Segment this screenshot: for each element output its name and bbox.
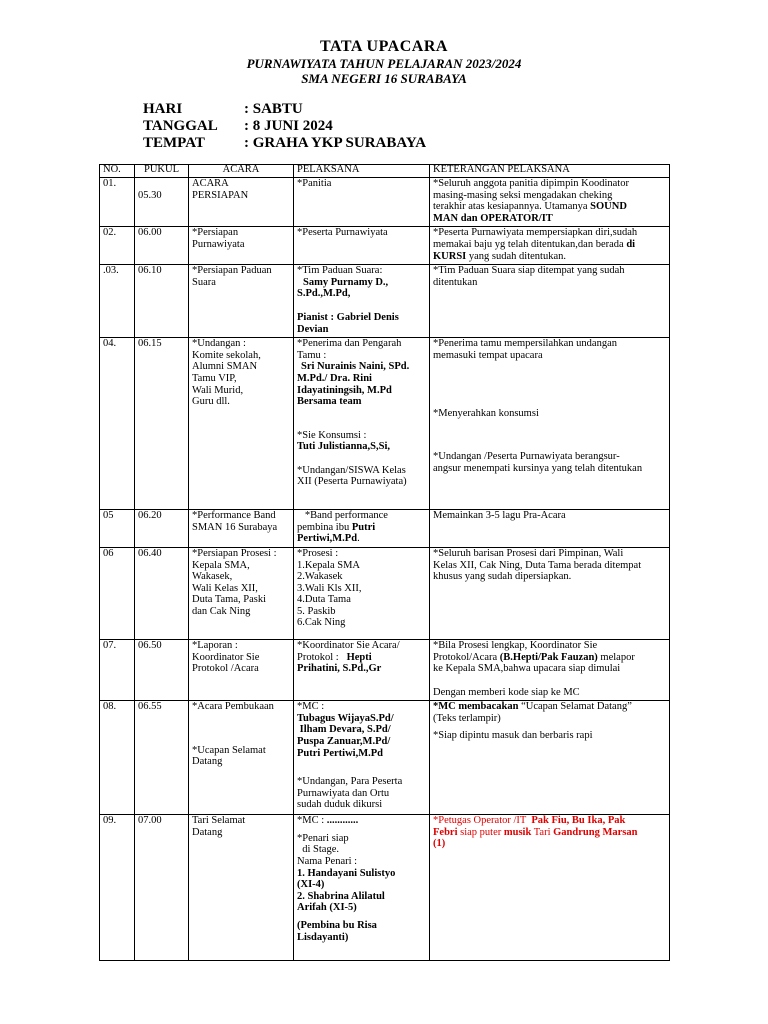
ket-line: *Bila Prosesi lengkap, Koordinator Sie	[433, 639, 598, 651]
pelaksana-line: sudah duduk dikursi	[297, 799, 383, 811]
cell-pelaksana	[294, 338, 430, 510]
header-pukul: PUKUL	[135, 165, 189, 178]
ket-line: (Teks terlampir)	[433, 712, 501, 724]
pelaksana-name: Sri Nurainis Naini, SPd.	[301, 361, 410, 373]
document-subtitle-event: PURNAWIYATA TAHUN PELAJARAN 2023/2024	[246, 56, 522, 71]
ket-line	[433, 251, 666, 263]
info-tempat-value: : GRAHA YKP SURABAYA	[244, 135, 427, 151]
cell-keterangan: Memainkan 3-5 lagu Pra-Acara	[430, 510, 670, 548]
acara-line: Purnawiyata	[192, 238, 245, 250]
pelaksana-line: Nama Penari :	[297, 856, 358, 868]
pelaksana-line: *Tim Paduan Suara:	[297, 265, 383, 277]
info-tanggal-value: : 8 JUNI 2024	[244, 118, 333, 134]
ket-line: ke Kepala SMA,bahwa upacara siap dimulai	[433, 663, 621, 675]
info-tempat	[143, 135, 426, 152]
info-hari-value: : SABTU	[244, 101, 303, 117]
cell-no: .03.	[100, 265, 135, 338]
acara-line: Protokol /Acara	[192, 663, 259, 675]
ket-bold: Febri	[433, 826, 458, 838]
info-tanggal	[143, 118, 333, 135]
pelaksana-name: Tuti Julistianna,S,Si,	[297, 441, 390, 453]
ket-text: Tari	[531, 826, 554, 838]
table-row	[100, 510, 670, 548]
pelaksana-name: Pertiwi,M.Pd	[297, 533, 358, 545]
ket-line: angsur menempati kursinya yang telah ditentukan	[433, 462, 643, 474]
acara-line: Wakasek,	[192, 571, 233, 583]
cell-acara	[189, 227, 294, 265]
pelaksana-line: di Stage.	[297, 844, 339, 856]
mc-name: Tubagus WijayaS.Pd/	[297, 712, 394, 724]
acara-line: *Persiapan	[192, 227, 239, 239]
header-keterangan: KETERANGAN PELAKSANA	[430, 165, 670, 178]
ket-line: Kelas XII, Cak Ning, Duta Tama berada ditempat	[433, 559, 642, 571]
pelaksana-line: Purnawiyata dan Ortu	[297, 787, 390, 799]
cell-acara	[189, 510, 294, 548]
table-row	[100, 338, 670, 510]
acara-line: *Performance Band	[192, 510, 276, 522]
info-hari-label: HARI	[143, 101, 183, 117]
acara-line: Koordinator Sie	[192, 651, 260, 663]
cell-no: 02.	[100, 227, 135, 265]
cell-pelaksana	[294, 265, 430, 338]
cell-keterangan	[430, 701, 670, 815]
cell-keterangan	[430, 815, 670, 961]
ket-bold: Gandrung Marsan	[553, 826, 638, 838]
ket-line	[433, 213, 666, 225]
acara-line: Alumni SMAN	[192, 361, 258, 373]
ket-line: khusus yang sudah dipersiapkan.	[433, 571, 572, 583]
cell-pelaksana	[294, 547, 430, 639]
acara-line: *Persiapan Prosesi :	[192, 547, 277, 559]
cell-pelaksana: *Peserta Purnawiyata	[294, 227, 430, 265]
ket-line: *Tim Paduan Suara siap ditempat yang sudah	[433, 265, 625, 277]
cell-pelaksana	[294, 639, 430, 700]
cell-pukul: 06.40	[135, 547, 189, 639]
acara-line: Guru dll.	[192, 396, 230, 408]
mc-name: Puspa Zanuar,M.Pd/	[297, 736, 391, 748]
table-row	[100, 178, 670, 227]
ket-bold: MAN dan OPERATOR/IT	[433, 212, 553, 224]
acara-line: Suara	[192, 276, 216, 288]
ket-text: melapor	[597, 651, 635, 663]
ket-line: *Undangan /Peserta Purnawiyata berangsur-	[433, 450, 620, 462]
pelaksana-line: 4.Duta Tama	[297, 594, 351, 606]
pianist-name: Pianist : Gabriel Denis	[297, 311, 399, 323]
pelaksana-line: Tamu :	[297, 349, 327, 361]
acara-line: *Acara Pembukaan	[192, 701, 274, 713]
pelaksana-line: *Penerima dan Pengarah	[297, 338, 402, 350]
ket-text: siap puter	[457, 826, 504, 838]
info-tanggal-label: TANGGAL	[143, 118, 218, 134]
acara-line: SMAN 16 Surabaya	[192, 521, 278, 533]
pelaksana-text: .	[357, 533, 360, 545]
ket-line: memasuki tempat upacara	[433, 349, 543, 361]
info-tempat-label: TEMPAT	[143, 135, 205, 151]
pelaksana-name: Hepti	[346, 651, 372, 663]
ket-bold: (B.Hepti/Pak Fauzan)	[499, 651, 598, 663]
ket-bold: KURSI	[433, 250, 467, 262]
pelaksana-line: 3.Wali Kls XII,	[297, 582, 362, 594]
cell-acara	[189, 815, 294, 961]
ket-line: masing-masing seksi mengadakan cheking	[433, 189, 613, 201]
pelaksana-name: Samy Purnamy D.,	[303, 276, 389, 288]
pelaksana-name: ............	[326, 815, 359, 827]
ket-bold: musik	[503, 826, 532, 838]
cell-pelaksana: *Panitia	[294, 178, 430, 227]
acara-line: *Laporan :	[192, 639, 238, 651]
pelaksana-line: *Undangan/SISWA Kelas	[297, 464, 406, 476]
acara-line: Tari Selamat	[192, 815, 246, 827]
cell-acara	[189, 547, 294, 639]
acara-line: Kepala SMA,	[192, 559, 250, 571]
pelaksana-line: *Koordinator Sie Acara/	[297, 639, 400, 651]
ket-line: *Peserta Purnawiyata mempersiapkan diri,sudah	[433, 227, 638, 239]
pianist-name: Devian	[297, 323, 329, 335]
pelaksana-line: XII (Peserta Purnawiyata)	[297, 476, 407, 488]
cell-pukul: 06.55	[135, 701, 189, 815]
acara-line: Tamu VIP,	[192, 372, 237, 384]
ket-text: memakai baju yg telah ditentukan,dan berada	[433, 238, 627, 250]
cell-acara	[189, 265, 294, 338]
acara-line: ACARA	[192, 178, 229, 189]
ket-line: Dengan memberi kode siap ke MC	[433, 686, 580, 698]
cell-no: 04.	[100, 338, 135, 510]
pelaksana-name: Bersama team	[297, 396, 362, 408]
table-row	[100, 227, 670, 265]
header-no: NO.	[100, 165, 135, 178]
cell-no: 06	[100, 547, 135, 639]
cell-acara	[189, 639, 294, 700]
cell-no: 07.	[100, 639, 135, 700]
pelaksana-name: Putri	[351, 521, 376, 533]
cell-keterangan	[430, 227, 670, 265]
ket-bold: (1)	[433, 838, 446, 850]
pelaksana-text: pembina ibu	[297, 521, 352, 533]
pelaksana-line: *Sie Konsumsi :	[297, 429, 367, 441]
ket-bold: SOUND	[590, 201, 627, 213]
dancer-name: 2. Shabrina Alilatul	[297, 890, 385, 902]
acara-line: Wali Murid,	[192, 384, 244, 396]
mc-name: Ilham Devara, S.Pd/	[297, 724, 391, 736]
cell-pukul	[135, 178, 189, 227]
cell-pukul: 06.20	[135, 510, 189, 548]
pelaksana-line: *Penari siap	[297, 832, 349, 844]
cell-no: 08.	[100, 701, 135, 815]
acara-line: *Persiapan Paduan	[192, 265, 272, 277]
cell-acara	[189, 338, 294, 510]
info-hari	[143, 101, 303, 118]
cell-pelaksana	[294, 815, 430, 961]
cell-no: 01.	[100, 178, 135, 227]
pembina-name: Lisdayanti)	[297, 931, 349, 943]
pelaksana-line: *MC :	[297, 701, 325, 713]
table-row	[100, 639, 670, 700]
ket-bold: *MC membacakan	[433, 701, 519, 713]
ket-line: *Seluruh anggota panitia dipimpin Koodinator	[433, 178, 629, 189]
cell-pukul-text: 05.30	[138, 190, 162, 201]
cell-pukul: 06.10	[135, 265, 189, 338]
cell-keterangan	[430, 178, 670, 227]
ket-text: “Ucapan Selamat Datang”	[518, 701, 632, 713]
cell-pelaksana	[294, 701, 430, 815]
pelaksana-line: 2.Wakasek	[297, 571, 343, 583]
ket-text: Protokol/Acara	[433, 651, 500, 663]
cell-no: 05	[100, 510, 135, 548]
acara-line: Datang	[192, 756, 223, 768]
header-acara: ACARA	[189, 165, 294, 178]
ket-line: ditentukan	[433, 276, 478, 288]
ket-bold: di	[626, 238, 636, 250]
table-row	[100, 701, 670, 815]
ket-text: yang sudah ditentukan.	[466, 250, 566, 262]
acara-line: Duta Tama, Paski	[192, 594, 267, 606]
pelaksana-text: Protokol :	[297, 651, 347, 663]
table-row	[100, 265, 670, 338]
ket-text: *Petugas Operator /IT	[433, 815, 532, 827]
cell-no: 09.	[100, 815, 135, 961]
acara-line: *Ucapan Selamat	[192, 744, 266, 756]
acara-line: dan Cak Ning	[192, 605, 251, 617]
pelaksana-name: Idayatiningsih, M.Pd	[297, 384, 392, 396]
cell-keterangan	[430, 265, 670, 338]
pelaksana-line: *Undangan, Para Peserta	[297, 776, 403, 788]
ket-line: *Menyerahkan konsumsi	[433, 408, 539, 420]
pelaksana-text: *MC :	[297, 815, 327, 827]
cell-keterangan	[430, 639, 670, 700]
dancer-name: 1. Handayani Sulistyo	[297, 867, 396, 879]
pelaksana-name: Prihatini, S.Pd.,Gr	[297, 663, 382, 675]
ket-line	[433, 239, 666, 251]
acara-line: Wali Kelas XII,	[192, 582, 258, 594]
cell-pukul: 06.50	[135, 639, 189, 700]
ket-line: *Siap dipintu masuk dan berbaris rapi	[433, 730, 593, 742]
pelaksana-name: M.Pd./ Dra. Rini	[297, 372, 372, 384]
cell-pelaksana	[294, 510, 430, 548]
ket-text: terakhir atas kesiapannya. Utamanya	[433, 201, 591, 213]
pembina-name: (Pembina bu Risa	[297, 920, 377, 932]
document-subtitle-school: SMA NEGERI 16 SURABAYA	[301, 71, 467, 86]
cell-pukul: 06.15	[135, 338, 189, 510]
cell-acara	[189, 178, 294, 227]
dancer-name: (XI-4)	[297, 879, 325, 891]
table-row	[100, 815, 670, 961]
table-row	[100, 547, 670, 639]
cell-acara	[189, 701, 294, 815]
acara-line: *Undangan :	[192, 338, 246, 350]
cell-keterangan	[430, 338, 670, 510]
header-pelaksana: PELAKSANA	[294, 165, 430, 178]
schedule-table	[99, 164, 670, 961]
cell-keterangan	[430, 547, 670, 639]
document-title: TATA UPACARA	[320, 38, 448, 55]
pelaksana-line: 6.Cak Ning	[297, 617, 346, 629]
mc-name: Putri Pertiwi,M.Pd	[297, 747, 384, 759]
dancer-name: Arifah (XI-5)	[297, 902, 357, 914]
ket-line	[433, 201, 666, 213]
pelaksana-line: *Prosesi :	[297, 547, 339, 559]
pelaksana-line: 1.Kepala SMA	[297, 559, 360, 571]
cell-pukul: 07.00	[135, 815, 189, 961]
pelaksana-name: S.Pd.,M.Pd,	[297, 288, 351, 300]
cell-pukul: 06.00	[135, 227, 189, 265]
pelaksana-line: 5. Paskib	[297, 605, 336, 617]
acara-line: Datang	[192, 826, 223, 838]
acara-line: PERSIAPAN	[192, 189, 249, 201]
ket-line: *Penerima tamu mempersilahkan undangan	[433, 338, 617, 350]
table-header-row	[100, 165, 670, 178]
pelaksana-line: *Band performance	[297, 510, 388, 522]
acara-line: Komite sekolah,	[192, 349, 261, 361]
ket-bold: Pak Fiu, Bu Ika, Pak	[531, 815, 626, 827]
ket-line: *Seluruh barisan Prosesi dari Pimpinan, Wali	[433, 547, 624, 559]
